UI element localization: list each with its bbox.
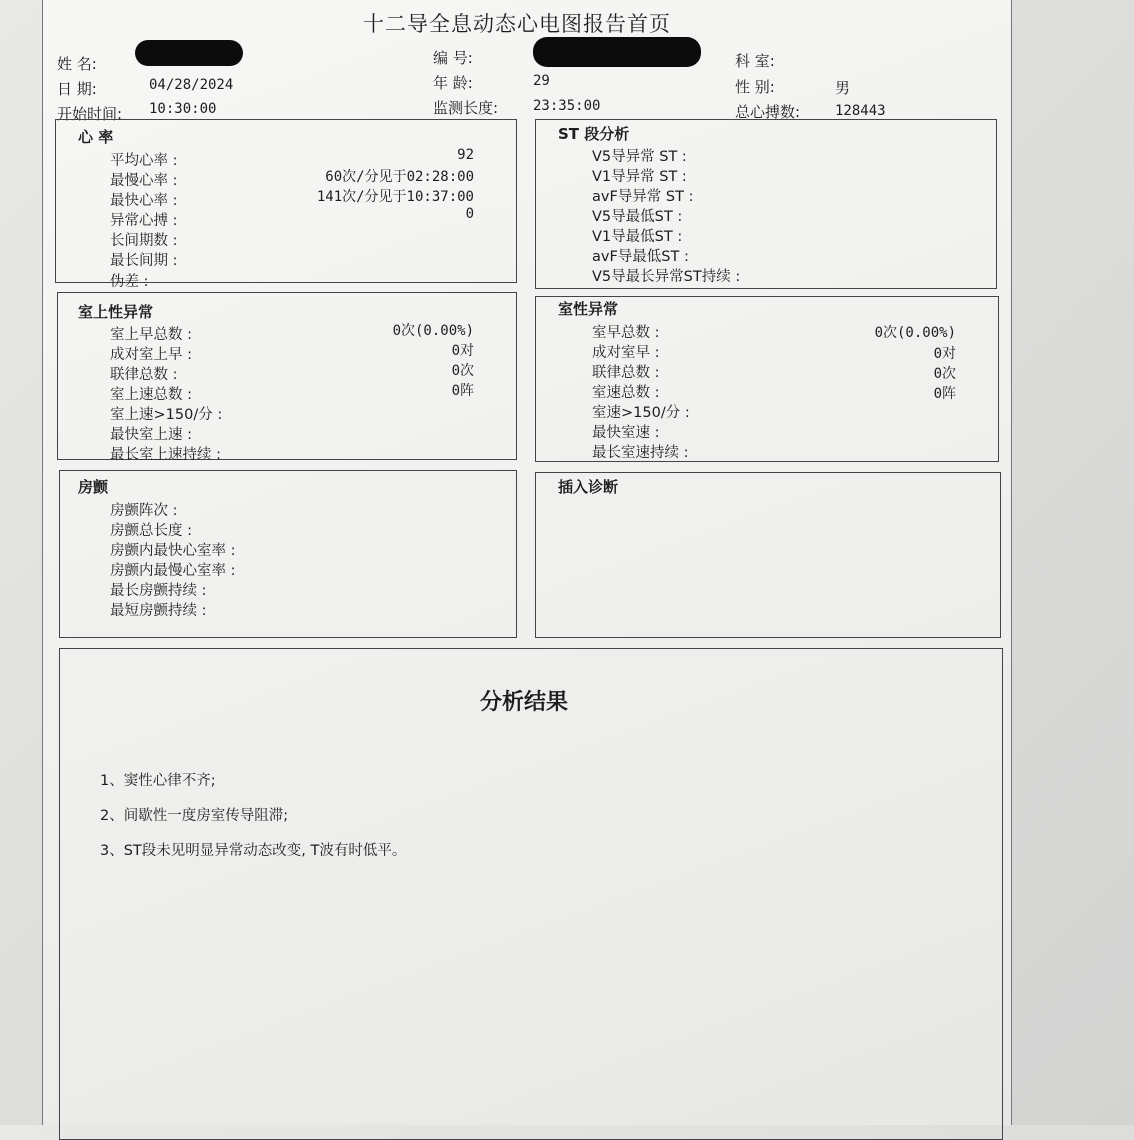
heart-rate-label: 平均心率 : — [110, 153, 178, 169]
atrial-fibrillation-label: 房颤阵次 : — [110, 503, 178, 519]
atrial-fibrillation-title: 房颤 — [78, 478, 109, 496]
supraventricular-value: 0阵 — [451, 383, 474, 399]
atrial-fibrillation-label: 房颤总长度 : — [110, 523, 192, 539]
heart-rate-label: 异常心搏 : — [110, 213, 178, 229]
date-value: 04/28/2024 — [149, 77, 234, 93]
heart-rate-value: 60次/分见于02:28:00 — [325, 169, 474, 185]
result-item: 2、间歇性一度房室传导阻滞; — [100, 808, 289, 824]
ventricular-value: 0次(0.00%) — [874, 325, 956, 341]
supraventricular-value: 0次(0.00%) — [392, 323, 474, 339]
st-analysis-label: V5导异常 ST : — [592, 149, 687, 165]
supraventricular-label: 最长室上速持续 : — [110, 447, 221, 463]
supraventricular-label: 成对室上早 : — [110, 347, 192, 363]
insert-diagnosis-box — [535, 472, 1001, 638]
redacted-name — [135, 40, 243, 66]
atrial-fibrillation-label: 最长房颤持续 : — [110, 583, 207, 599]
total-beats-value: 128443 — [835, 103, 886, 119]
st-analysis-title: ST 段分析 — [558, 125, 630, 143]
supraventricular-label: 室上速总数 : — [110, 387, 192, 403]
result-item: 1、窦性心律不齐; — [100, 773, 216, 789]
ventricular-label: 室早总数 : — [592, 325, 660, 341]
st-analysis-box — [535, 119, 997, 289]
report-title: 十二导全息动态心电图报告首页 — [363, 12, 671, 36]
supraventricular-label: 室上速>150/分 : — [110, 407, 223, 423]
ventricular-label: 联律总数 : — [592, 365, 660, 381]
sex-value: 男 — [835, 79, 851, 97]
st-analysis-label: V1导最低ST : — [592, 229, 683, 245]
age-label: 年 龄: — [433, 74, 473, 92]
ventricular-label: 最长室速持续 : — [592, 445, 689, 461]
supraventricular-label: 最快室上速 : — [110, 427, 192, 443]
supraventricular-value: 0对 — [451, 343, 474, 359]
st-analysis-label: V5导最长异常ST持续 : — [592, 269, 741, 285]
atrial-fibrillation-label: 房颤内最快心室率 : — [110, 543, 236, 559]
atrial-fibrillation-label: 房颤内最慢心室率 : — [110, 563, 236, 579]
heart-rate-box — [55, 119, 517, 290]
ventricular-label: 最快室速 : — [592, 425, 660, 441]
total-beats-label: 总心搏数: — [735, 103, 801, 121]
atrial-fibrillation-box — [59, 470, 517, 638]
dept-label: 科 室: — [735, 52, 775, 70]
st-analysis-label: avF导最低ST : — [592, 249, 689, 265]
heart-rate-value: 92 — [457, 147, 474, 163]
atrial-fibrillation-label: 最短房颤持续 : — [110, 603, 207, 619]
heart-rate-label: 长间期数 : — [110, 233, 178, 249]
ventricular-label: 成对室早 : — [592, 345, 660, 361]
redacted-id — [533, 37, 701, 67]
st-analysis-label: avF导异常 ST : — [592, 189, 694, 205]
ventricular-title: 室性异常 — [558, 300, 619, 318]
report-page — [42, 0, 1012, 1125]
supraventricular-label: 室上早总数 : — [110, 327, 192, 343]
supraventricular-title: 室上性异常 — [78, 303, 154, 321]
id-label: 编 号: — [433, 49, 473, 67]
ventricular-value: 0次 — [933, 366, 956, 382]
ventricular-label: 室速>150/分 : — [592, 405, 690, 421]
ventricular-value: 0对 — [933, 346, 956, 362]
result-item: 3、ST段未见明显异常动态改变, T波有时低平。 — [100, 843, 407, 859]
heart-rate-value: 141次/分见于10:37:00 — [316, 189, 474, 205]
start-time-value: 10:30:00 — [149, 101, 217, 117]
heart-rate-label: 最快心率 : — [110, 193, 178, 209]
ventricular-label: 室速总数 : — [592, 385, 660, 401]
supraventricular-label: 联律总数 : — [110, 367, 178, 383]
st-analysis-label: V1导异常 ST : — [592, 169, 687, 185]
date-label: 日 期: — [57, 80, 97, 98]
supraventricular-box — [57, 292, 517, 463]
sex-label: 性 别: — [735, 78, 775, 96]
st-analysis-label: V5导最低ST : — [592, 209, 683, 225]
heart-rate-value: 0 — [465, 206, 474, 222]
analysis-result-title: 分析结果 — [480, 690, 569, 715]
start-time-label: 开始时间: — [57, 105, 123, 123]
insert-diagnosis-title: 插入诊断 — [558, 478, 619, 496]
heart-rate-label: 最慢心率 : — [110, 173, 178, 189]
duration-value: 23:35:00 — [533, 98, 601, 114]
heart-rate-label: 最长间期 : — [110, 253, 178, 269]
ventricular-value: 0阵 — [933, 386, 956, 402]
supraventricular-value: 0次 — [451, 363, 474, 379]
heart-rate-title: 心 率 — [78, 128, 114, 146]
name-label: 姓 名: — [57, 55, 97, 73]
ventricular-box — [535, 296, 999, 462]
duration-label: 监测长度: — [433, 99, 499, 117]
age-value: 29 — [533, 73, 550, 89]
analysis-result-box — [59, 648, 1003, 1140]
heart-rate-label: 伪差 : — [110, 274, 149, 290]
